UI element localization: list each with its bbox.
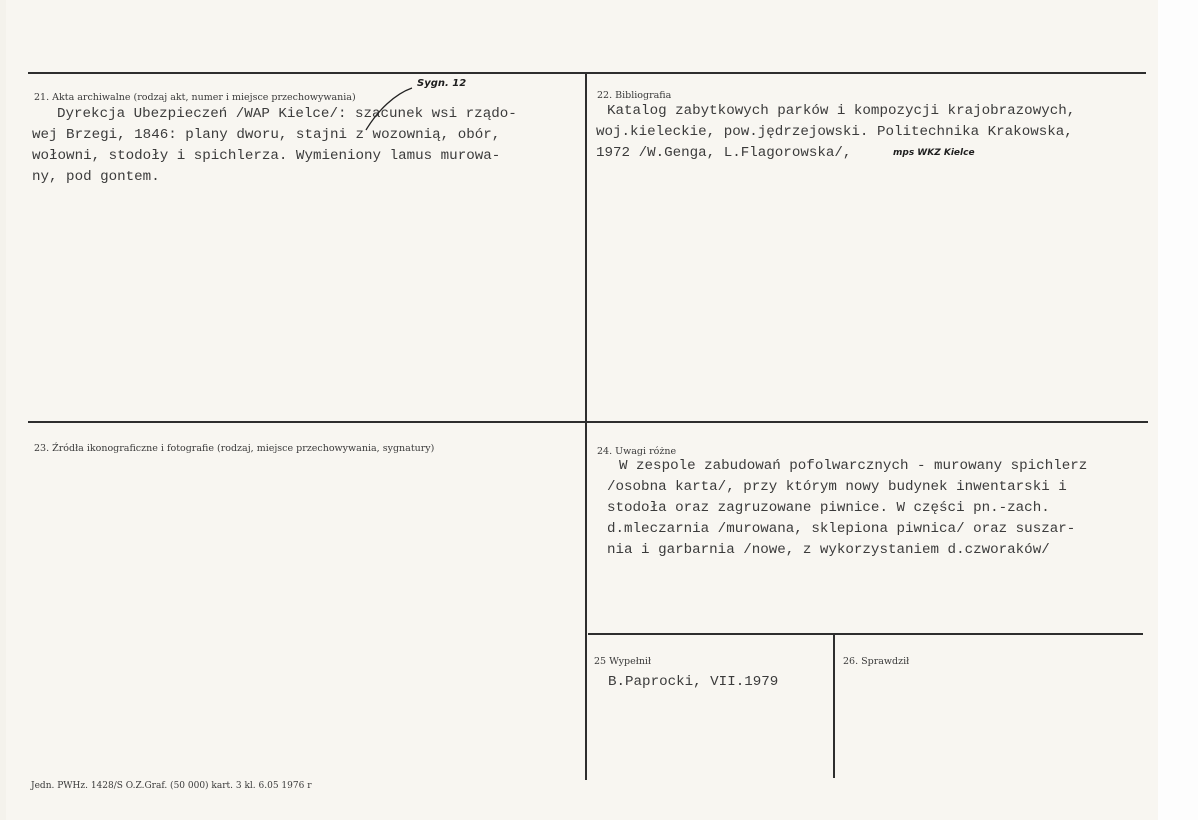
section-21-line-4: ny, pod gontem.: [32, 169, 160, 185]
section-24-line-1: W zespole zabudowań pofolwarcznych - murowany spichlerz: [619, 458, 1088, 474]
section-22-line-3: 1972 /W.Genga, L.Flagorowska/,: [596, 145, 852, 161]
section-21-line-2: wej Brzegi, 1846: plany dworu, stajni z wozownią, obór,: [32, 127, 501, 143]
section-24-line-4: d.mleczarnia /murowana, sklepiona piwnica/ oraz suszar-: [607, 521, 1076, 537]
section-24-line-5: nia i garbarnia /nowe, z wykorzystaniem d.czworaków/: [607, 542, 1050, 558]
filled-by-value: B.Paprocki, VII.1979: [608, 674, 779, 690]
signature-number-annotation: Sygn. 12: [417, 78, 467, 89]
print-footer: Jedn. PWHz. 1428/S O.Z.Graf. (50 000) kart. 3 kl. 6.05 1976 r: [31, 781, 312, 791]
section-22-line-1: Katalog zabytkowych parków i kompozycji krajobrazowych,: [607, 103, 1076, 119]
section-21-line-3: wołowni, stodoły i spichlerza. Wymieniony lamus murowa-: [32, 148, 501, 164]
section-24-label: 24. Uwagi różne: [597, 446, 677, 457]
section-21-line-1: Dyrekcja Ubezpieczeń /WAP Kielce/: szacunek wsi rządo-: [57, 106, 517, 122]
section-23-label: 23. Źródła ikonograficzne i fotografie (rodzaj, miejsce przechowywania, sygnatury): [34, 443, 435, 454]
section-25-label: 25 Wypełnił: [594, 656, 652, 667]
section-26-label: 26. Sprawdził: [843, 656, 910, 667]
section-21-label: 21. Akta archiwalne (rodzaj akt, numer i miejsce przechowywania): [34, 92, 356, 103]
section-22-label: 22. Bibliografia: [597, 90, 672, 101]
section-24-line-2: /osobna karta/, przy którym nowy budynek inwentarski i: [607, 479, 1067, 495]
source-annotation: mps WKZ Kielce: [893, 148, 975, 158]
section-22-line-2: woj.kieleckie, pow.jędrzejowski. Politechnika Krakowska,: [596, 124, 1073, 140]
section-24-line-3: stodoła oraz zagruzowane piwnice. W części pn.-zach.: [607, 500, 1050, 516]
